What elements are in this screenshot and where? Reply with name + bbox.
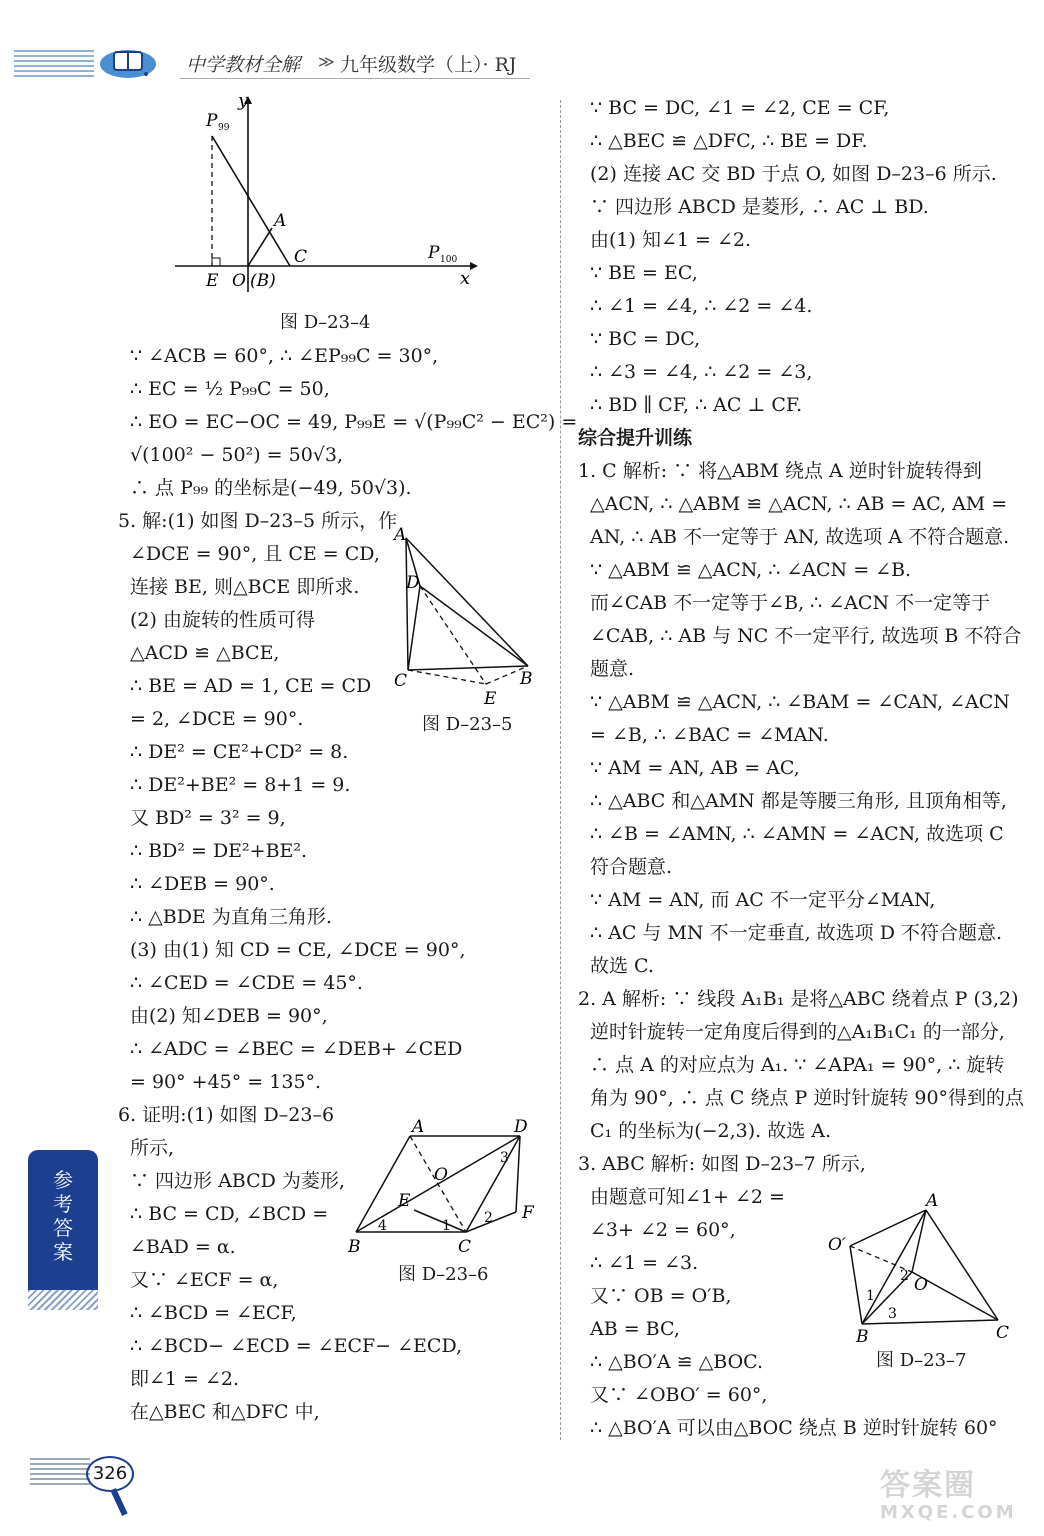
angle-2-label: 2 [484,1210,493,1226]
text-line: ∴ △ABC 和△AMN 都是等腰三角形, 且顶角相等, [590,790,1007,812]
text-line: 在△BEC 和△DFC 中, [130,1401,320,1423]
text-line: ∴ BC = CD, ∠BCD = [130,1203,329,1225]
label-b: B [856,1327,869,1347]
label-c: C [294,247,308,267]
text-line: 1. C 解析: ∵ 将△ABM 绕点 A 逆时针旋转得到 [578,460,982,482]
label-p100-sub: 100 [440,255,458,265]
text-line: (2) 由旋转的性质可得 [130,609,315,631]
text-line: 由题意可知∠1+ ∠2 = [590,1186,785,1208]
text-line: AN, ∴ AB 不一定等于 AN, 故选项 A 不符合题意. [590,526,1010,548]
label-o: O [434,1165,448,1185]
label-e: E [206,271,219,291]
book-logo-icon [96,44,160,80]
text-line: C₁ 的坐标为(−2,3). 故选 A. [590,1120,832,1142]
text-line: ∵ AM = AN, AB = AC, [590,757,800,779]
left-column-text [118,340,578,1429]
text-line: 又∵ ∠ECF = α, [130,1269,279,1291]
label-o: O [232,271,246,291]
watermark-url: MXQE.COM [880,1502,1017,1523]
text-line: 又∵ OB = O′B, [590,1285,732,1307]
label-a: A [926,1191,939,1211]
text-line: ∴ △BO′A ≌ △BOC. [590,1351,764,1373]
label-p99-sub: 99 [218,123,230,133]
text-line: ∴ BD ∥ CF, ∴ AC ⊥ CF. [590,394,803,416]
right-column-text [578,92,1025,1445]
angle-3-label: 3 [888,1306,897,1322]
figure-caption: 图 D–23–4 [280,312,371,333]
text-line: ∴ ∠DEB = 90°. [130,873,275,895]
text-line: ∵ △ABM ≌ △ACN, ∴ ∠ACN = ∠B. [590,559,912,581]
text-line: ∠3+ ∠2 = 60°, [590,1219,736,1241]
text-line: ∴ DE² = CE²+CD² = 8. [130,741,349,763]
text-line: ∠DCE = 90°, 且 CE = CD, [130,543,380,565]
label-p100: P [428,243,440,263]
angle-4-label: 4 [378,1218,387,1234]
text-line: ∴ ∠1 = ∠3. [590,1252,699,1274]
y-axis-label: y [238,90,249,111]
label-f: F [522,1203,534,1223]
header-underline [180,78,530,79]
text-line: ∴ EC = ½ P₉₉C = 50, [130,378,330,400]
text-line: = 2, ∠DCE = 90°. [130,708,304,730]
text-line: ∴ 点 A 的对应点为 A₁. ∵ ∠APA₁ = 90°, ∴ 旋转 [590,1054,1005,1076]
label-e: E [398,1191,411,1211]
text-line: ∴ DE²+BE² = 8+1 = 9. [130,774,351,796]
label-a: A [412,1117,425,1137]
text-line: 连接 BE, 则△BCE 即所求. [130,576,360,598]
label-c: C [394,671,408,691]
text-line: ∴ EO = EC−OC = 49, P₉₉E = √(P₉₉C² − EC²) = [130,411,578,433]
text-line: (3) 由(1) 知 CD = CE, ∠DCE = 90°, [130,939,466,961]
text-line: 由(1) 知∠1 = ∠2. [590,229,752,251]
page-number: 326 [86,1456,134,1492]
header-decoration-lines [14,50,94,80]
header-brand: 中学教材全解 [186,54,301,76]
figure-caption: 图 D–23–7 [876,1350,967,1371]
text-line: ∴ ∠ADC = ∠BEC = ∠DEB+ ∠CED [130,1038,463,1060]
text-line: ∴ ∠B = ∠AMN, ∴ ∠AMN = ∠ACN, 故选项 C [590,823,1004,845]
text-line: ∴ △BEC ≌ △DFC, ∴ BE = DF. [590,130,868,152]
text-line: ∴ △BDE 为直角三角形. [130,906,332,928]
text-line: ∵ BE = EC, [590,262,698,284]
text-line: △ACN, ∴ △ABM ≌ △ACN, ∴ AB = AC, AM = [590,493,1008,515]
figure-caption: 图 D–23–5 [422,714,513,735]
text-line: ∠BAD = α. [130,1236,236,1258]
text-line: 角为 90°, ∴ 点 C 绕点 P 逆时针旋转 90°得到的点 [590,1087,1025,1109]
label-b: B [520,669,533,689]
text-line: ∵ BC = DC, [590,328,701,350]
label-o: O [914,1275,928,1295]
page-number-hook [110,1488,127,1516]
header-subtitle: 九年级数学（上）· RJ [340,54,517,76]
label-o-prime: O′ [828,1235,846,1255]
text-line: 所示, [130,1137,175,1159]
text-line: = ∠B, ∴ ∠BAC = ∠MAN. [590,724,829,746]
label-d: D [406,573,420,593]
label-a: A [394,525,407,545]
text-line: 5. 解:(1) 如图 D–23–5 所示，作 [118,510,398,532]
text-line: 3. ABC 解析: 如图 D–23–7 所示, [578,1153,866,1175]
text-line: ∴ ∠3 = ∠4, ∴ ∠2 = ∠3, [590,361,813,383]
text-line: ∴ ∠BCD− ∠ECD = ∠ECF− ∠ECD, [130,1335,463,1357]
text-line: ∴ ∠1 = ∠4, ∴ ∠2 = ∠4. [590,295,813,317]
text-line: ∵ AM = AN, 而 AC 不一定平分∠MAN, [590,889,936,911]
watermark-title: 答案圈 [880,1468,976,1503]
text-line: ∵ ∠ACB = 60°, ∴ ∠EP₉₉C = 30°, [130,345,439,367]
text-line: △ACD ≌ △BCE, [130,642,280,664]
text-line: ∴ ∠CED = ∠CDE = 45°. [130,972,363,994]
text-line: √(100² − 50²) = 50√3, [130,444,344,466]
label-p99: P [206,111,218,131]
figure-caption: 图 D–23–6 [398,1264,489,1285]
text-line: ∵ 四边形 ABCD 为菱形, [130,1170,345,1192]
text-line: ∠CAB, ∴ AB 与 NC 不一定平行, 故选项 B 不符合 [590,625,1022,647]
angle-3-label: 3 [500,1150,509,1166]
angle-1-label: 1 [866,1288,875,1304]
answer-section-tab-label: 参考答案 [53,1168,73,1264]
text-line: ∴ 点 P₉₉ 的坐标是(−49, 50√3). [130,477,412,499]
text-line: 符合题意. [590,856,673,878]
angle-1-label: 1 [442,1218,451,1234]
text-line: 由(2) 知∠DEB = 90°, [130,1005,328,1027]
text-line: = 90° +45° = 135°. [130,1071,322,1093]
angle-2-label: 2 [900,1268,909,1284]
label-e: E [484,689,497,709]
label-c: C [458,1237,472,1257]
text-line: ∴ AC 与 MN 不一定垂直, 故选项 D 不符合题意. [590,922,1003,944]
text-line: ∵ BC = DC, ∠1 = ∠2, CE = CF, [590,97,890,119]
text-line: AB = BC, [590,1318,680,1340]
text-line: ∵ △ABM ≌ △ACN, ∴ ∠BAM = ∠CAN, ∠ACN [590,691,1010,713]
text-line: 2. A 解析: ∵ 线段 A₁B₁ 是将△ABC 绕着点 P (3,2) [578,988,1019,1010]
figure-d23-4 [170,90,490,333]
x-axis-label: x [460,268,471,289]
text-line: 而∠CAB 不一定等于∠B, ∴ ∠ACN 不一定等于 [590,592,991,614]
text-line: 又∵ ∠OBO′ = 60°, [590,1384,768,1406]
text-line: ∴ ∠BCD = ∠ECF, [130,1302,297,1324]
page-number-decoration [30,1458,90,1488]
text-line: (2) 连接 AC 交 BD 于点 O, 如图 D–23–6 所示. [590,163,997,185]
label-a: A [274,211,287,231]
header-arrow: ≫ [318,52,335,71]
text-line: ∴ BD² = DE²+BE². [130,840,308,862]
text-line: 故选 C. [590,955,654,977]
text-line: 逆时针旋转一定角度后得到的△A₁B₁C₁ 的一部分, [590,1021,1005,1043]
label-d: D [514,1117,528,1137]
tab-decoration [28,1290,98,1310]
section-heading: 综合提升训练 [578,427,693,449]
page-header [0,38,560,84]
label-b: B [348,1237,361,1257]
text-line: ∴ BE = AD = 1, CE = CD [130,675,372,697]
label-c: C [996,1323,1010,1343]
text-line: 即∠1 = ∠2. [130,1368,240,1390]
text-line: 又 BD² = 3² = 9, [130,807,286,829]
figure-d23-4-drawing [170,92,490,302]
text-line: ∴ △BO′A 可以由△BOC 绕点 B 逆时针旋转 60° [590,1417,998,1439]
text-line: 题意. [590,658,635,680]
watermark [880,1470,1030,1532]
label-b: (B) [250,271,276,291]
text-line: 6. 证明:(1) 如图 D–23–6 [118,1104,335,1126]
text-line: ∵ 四边形 ABCD 是菱形, ∴ AC ⊥ BD. [590,196,929,218]
